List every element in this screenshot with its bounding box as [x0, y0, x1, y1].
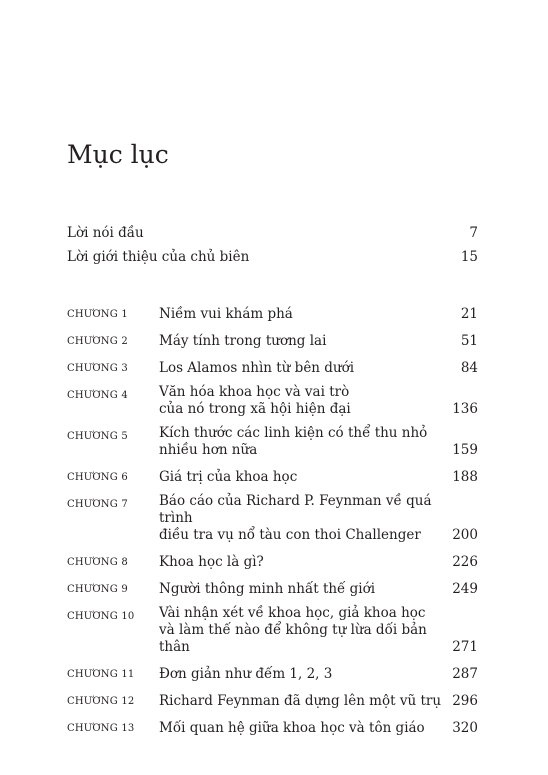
- chapter-label: CHƯƠNG 9: [67, 584, 128, 595]
- chapter-title-line: Mối quan hệ giữa khoa học và tôn giáo: [159, 720, 425, 736]
- chapter-label: CHƯƠNG 10: [67, 611, 135, 622]
- chapter-label: CHƯƠNG 5: [67, 431, 128, 442]
- chapter-page-number: 21: [460, 306, 478, 322]
- chapter-page-number: 296: [452, 693, 478, 709]
- chapter-title: [159, 666, 448, 683]
- chapter-title: [159, 425, 448, 459]
- toc-chapter-row: [67, 602, 478, 660]
- chapter-label: CHƯƠNG 13: [67, 723, 135, 734]
- chapter-page-number: 200: [452, 527, 478, 543]
- toc-chapter-row: [67, 381, 478, 422]
- chapter-title-line: Vài nhận xét về khoa học, giả khoa học: [159, 605, 426, 621]
- chapter-title: [159, 306, 448, 323]
- chapter-title-line: Người thông minh nhất thế giới: [159, 581, 376, 597]
- toc-chapter-row: [67, 660, 478, 687]
- chapter-title-line: và làm thế nào để không tự lừa dối bản thân: [159, 622, 427, 655]
- page-title: Mục lục: [67, 140, 169, 169]
- chapter-label: CHƯƠNG 12: [67, 696, 135, 707]
- chapter-title-line: Richard Feynman đã dựng lên một vũ trụ: [159, 693, 442, 709]
- toc-chapter-row: [67, 714, 478, 741]
- toc-chapter-row: [67, 463, 478, 490]
- chapter-title: [159, 581, 448, 598]
- toc-chapter-row: [67, 687, 478, 714]
- toc-chapter-row: [67, 548, 478, 575]
- chapter-page-number: 249: [452, 581, 478, 597]
- entry-title: Lời nói đầu: [67, 225, 144, 241]
- chapter-title-line: Văn hóa khoa học và vai trò: [159, 384, 350, 400]
- chapter-page-number: 84: [460, 360, 478, 376]
- toc-chapter-row: [67, 422, 478, 463]
- chapter-label: CHƯƠNG 11: [67, 669, 135, 680]
- chapter-title: [159, 554, 448, 571]
- toc-entry-preface: [67, 221, 478, 245]
- toc-chapter-row: [67, 490, 478, 548]
- chapter-title-line: điều tra vụ nổ tàu con thoi Challenger: [159, 527, 421, 543]
- chapter-title-line: Đơn giản như đếm 1, 2, 3: [159, 666, 333, 682]
- chapter-page-number: 226: [452, 554, 478, 570]
- toc-chapter-row: [67, 575, 478, 602]
- chapter-title: [159, 333, 448, 350]
- chapter-title-line: Giá trị của khoa học: [159, 469, 298, 485]
- chapter-title: [159, 469, 448, 486]
- chapter-label: CHƯƠNG 3: [67, 363, 128, 374]
- chapter-title-line: Los Alamos nhìn từ bên dưới: [159, 360, 355, 376]
- chapter-page-number: 287: [452, 666, 478, 682]
- toc-chapter-row: [67, 354, 478, 381]
- entry-page: 15: [460, 249, 478, 265]
- chapter-page-number: 320: [452, 720, 478, 736]
- chapter-label: CHƯƠNG 8: [67, 557, 128, 568]
- chapter-title: [159, 605, 448, 656]
- chapter-title-line: Kích thước các linh kiện có thể thu nhỏ: [159, 425, 428, 441]
- chapter-title: [159, 493, 448, 544]
- chapter-page-number: 159: [452, 442, 478, 458]
- chapter-label: CHƯƠNG 7: [67, 499, 128, 510]
- chapter-title-line: của nó trong xã hội hiện đại: [159, 401, 351, 417]
- chapter-label: CHƯƠNG 2: [67, 336, 128, 347]
- toc-chapter-row: [67, 300, 478, 327]
- chapter-title-line: Niềm vui khám phá: [159, 306, 293, 322]
- toc-chapter-row: [67, 327, 478, 354]
- chapter-label: CHƯƠNG 1: [67, 309, 128, 320]
- entry-title: Lời giới thiệu của chủ biên: [67, 249, 250, 265]
- chapter-title: [159, 384, 448, 418]
- front-matter-list: [67, 221, 478, 269]
- chapter-page-number: 271: [452, 639, 478, 655]
- chapter-title: [159, 720, 448, 737]
- chapter-page-number: 188: [452, 469, 478, 485]
- chapter-title-line: nhiều hơn nữa: [159, 442, 258, 458]
- chapter-page-number: 51: [460, 333, 478, 349]
- chapter-title: [159, 360, 448, 377]
- chapter-label: CHƯƠNG 4: [67, 390, 128, 401]
- chapter-title-line: Máy tính trong tương lai: [159, 333, 327, 349]
- chapter-label: CHƯƠNG 6: [67, 472, 128, 483]
- chapter-title-line: Khoa học là gì?: [159, 554, 264, 570]
- chapter-title: [159, 693, 448, 710]
- chapter-title-line: Báo cáo của Richard P. Feynman về quá trình: [159, 493, 432, 526]
- chapter-page-number: 136: [452, 401, 478, 417]
- entry-page: 7: [469, 225, 478, 241]
- toc-entry-editor-intro: [67, 245, 478, 269]
- chapter-list: [67, 300, 478, 741]
